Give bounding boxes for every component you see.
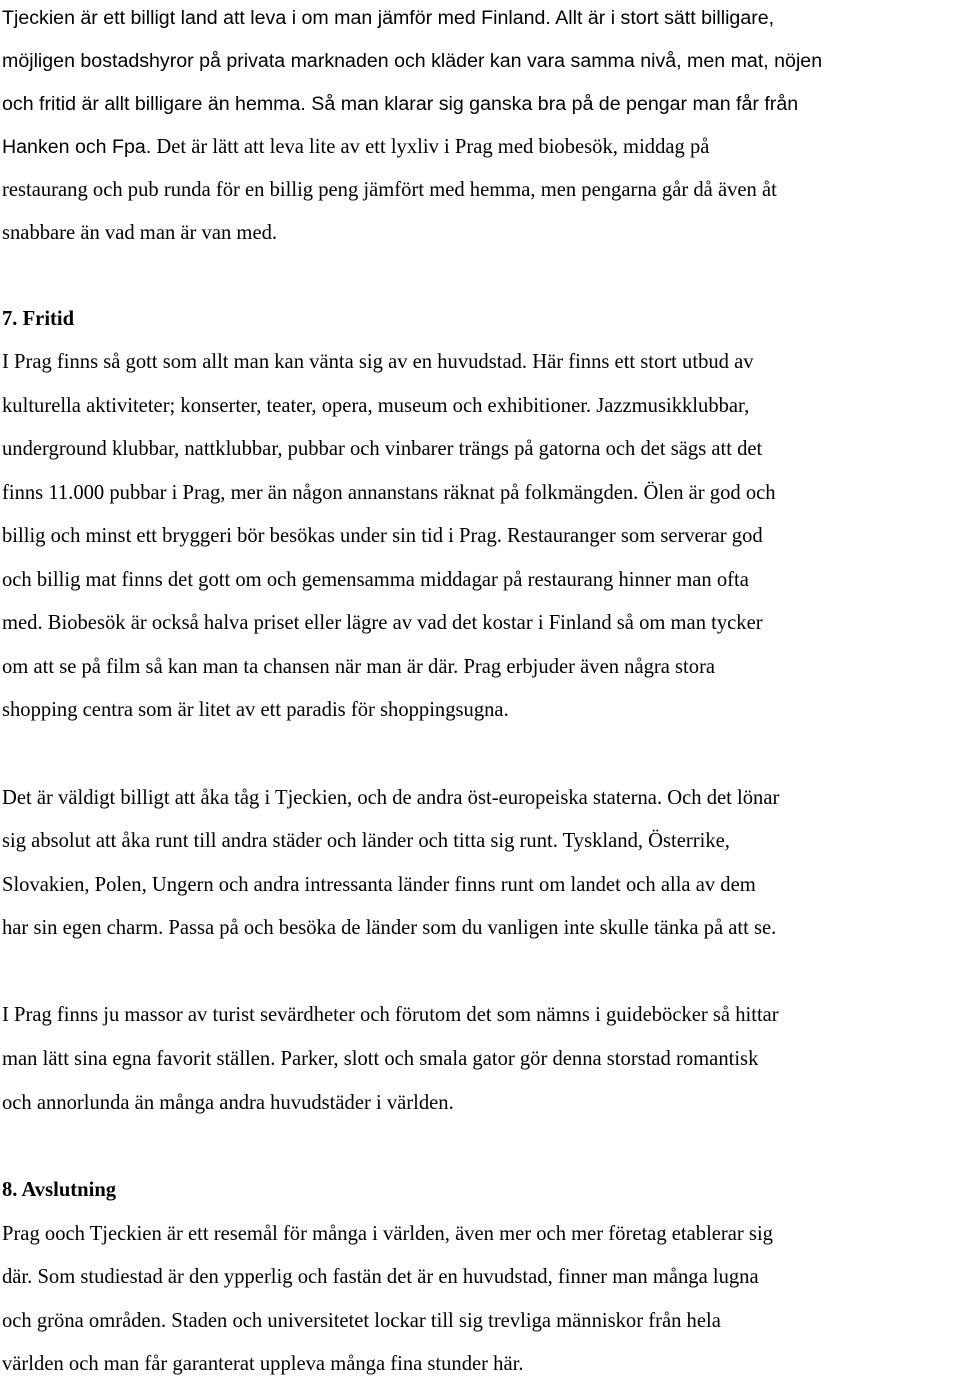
text-line: om att se på film så kan man ta chansen när man är där. Prag erbjuder även några stora — [2, 656, 716, 678]
text-line: billig och minst ett bryggeri bör besökas under sin tid i Prag. Restauranger som serverar god — [2, 525, 763, 547]
text-line: snabbare än vad man är van med. — [2, 222, 278, 244]
text-line: med. Biobesök är också halva priset eller lägre av vad det kostar i Finland så om man tycker — [2, 612, 763, 634]
text-line: underground klubbar, nattklubbar, pubbar och vinbarer trängs på gatorna och det sägs att det — [2, 438, 763, 460]
text-line: sig absolut att åka runt till andra städer och länder och titta sig runt. Tyskland, Österrike, — [2, 830, 730, 852]
text-line: I Prag finns så gott som allt man kan vänta sig av en huvudstad. Här finns ett stort utbud av — [2, 351, 754, 373]
text-line: Prag ooch Tjeckien är ett resemål för många i världen, även mer och mer företag etablerar sig — [2, 1223, 773, 1245]
text-line: shopping centra som är litet av ett paradis för shoppingsugna. — [2, 699, 509, 721]
text-line: man lätt sina egna favorit ställen. Parker, slott och smala gator gör denna storstad romantisk — [2, 1048, 759, 1070]
text-line: Tjeckien är ett billigt land att leva i om man jämför med Finland. Allt är i stort sätt billigare, — [2, 7, 775, 29]
text-line: finns 11.000 pubbar i Prag, mer än någon annanstans räknat på folkmängden. Ölen är god och — [2, 482, 776, 504]
section-heading-avslutning: 8. Avslutning — [2, 1179, 117, 1201]
text-line: och annorlunda än många andra huvudstäder i världen. — [2, 1092, 454, 1114]
text-line: och gröna områden. Staden och universitetet lockar till sig trevliga människor från hela — [2, 1310, 721, 1332]
text-line: världen och man får garanterat uppleva många fina stunder här. — [2, 1353, 524, 1375]
text-line: Det är väldigt billigt att åka tåg i Tjeckien, och de andra öst-europeiska staterna. Och det lönar — [2, 787, 780, 809]
text-line: Slovakien, Polen, Ungern och andra intressanta länder finns runt om landet och alla av dem — [2, 874, 756, 896]
text-run: Hanken och Fpa. — [2, 136, 152, 158]
text-line: kulturella aktiviteter; konserter, teater, opera, museum och exhibitioner. Jazzmusikklubbar, — [2, 395, 750, 417]
text-line: restaurang och pub runda för en billig peng jämfört med hemma, men pengarna går då även åt — [2, 179, 777, 201]
text-line: där. Som studiestad är den ypperlig och fastän det är en huvudstad, finner man många lugna — [2, 1266, 759, 1288]
text-run: Det är lätt att leva lite av ett lyxliv i Prag med biobesök, middag på — [156, 136, 710, 158]
text-line — [2, 133, 709, 161]
text-line: möjligen bostadshyror på privata marknaden och kläder kan vara samma nivå, men mat, nöjen — [2, 50, 823, 72]
text-line: och fritid är allt billigare än hemma. Så man klarar sig ganska bra på de pengar man får från — [2, 93, 799, 115]
text-line: I Prag finns ju massor av turist sevärdheter och förutom det som nämns i guideböcker så hittar — [2, 1004, 779, 1026]
section-heading-fritid: 7. Fritid — [2, 308, 75, 330]
text-line: och billig mat finns det gott om och gemensamma middagar på restaurang hinner man ofta — [2, 569, 749, 591]
text-line: har sin egen charm. Passa på och besöka de länder som du vanligen inte skulle tänka på att se. — [2, 917, 777, 939]
